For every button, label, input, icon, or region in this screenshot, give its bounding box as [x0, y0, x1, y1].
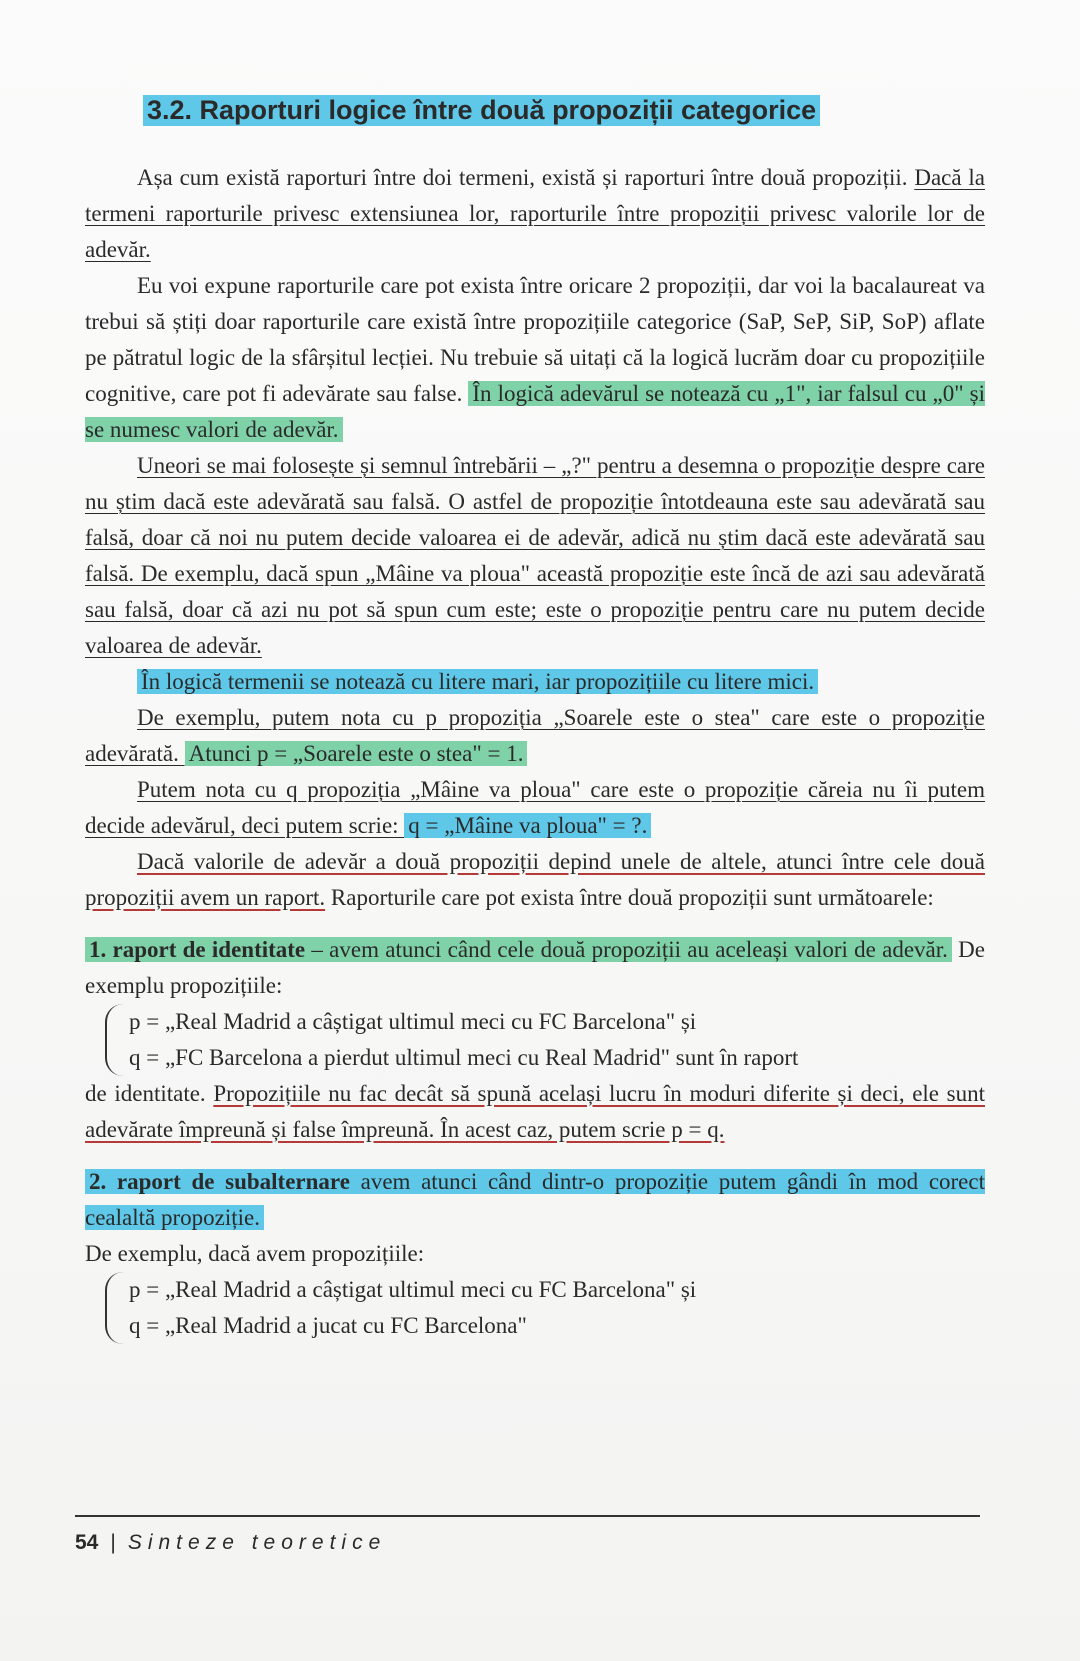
truth-values-highlight: În logică adevărul se notează cu „1", iar falsul cu „0" și se numesc valori de adevăr.	[85, 381, 985, 442]
identity-example-brace	[105, 1004, 985, 1076]
subalternation-example-p: p = „Real Madrid a câștigat ultimul meci cu FC Barcelona" și	[129, 1277, 697, 1302]
section-title: 3.2. Raporturi logice între două propoziții categorice	[143, 95, 820, 126]
subalternation-heading: 2. raport de subalternare	[89, 1169, 350, 1194]
paragraph-question-mark: Uneori se mai folosește și semnul întrebării – „?" pentru a desemna o propoziție despre care nu știm dacă este adevărată sau falsă. O astfel de propoziție întotdeauna este sau adevărată sau falsă, doar că noi nu putem decide valoarea ei de adevăr, adică nu știm dacă este adevărată sau falsă. De exemplu, dacă spun „Mâine va ploua" această propoziție este încă de azi sau adevărată sau falsă, doar că azi nu pot să spun cum este; este o propoziție pentru care nu putem decide valoarea de adevăr.	[85, 453, 985, 658]
page-number: 54	[75, 1531, 99, 1554]
paragraph-notation	[85, 664, 985, 700]
relation-text: Raporturile care pot exista între două propoziții sunt următoarele:	[325, 885, 934, 910]
subalternation-example-brace	[105, 1272, 985, 1344]
identity-cont: de identitate.	[85, 1081, 214, 1106]
identity-paragraph	[85, 932, 985, 1004]
identity-intro: De exemplu propozițiile:	[85, 937, 985, 998]
intro-text: Așa cum există raporturi între doi termeni, există și raporturi între două propoziții.	[137, 165, 915, 190]
identity-example-q: q = „FC Barcelona a pierdut ultimul meci cu Real Madrid" sunt în raport	[129, 1045, 799, 1070]
paragraph-relation	[85, 844, 985, 916]
page-content	[85, 95, 985, 1344]
identity-cont-underlined: Propozițiile nu fac decât să spună același lucru în moduri diferite și deci, ele sunt adevărate împreună și false împreună. În acest caz, putem scrie p = q.	[85, 1081, 985, 1142]
notation-highlight: În logică termenii se notează cu litere mari, iar propozițiile cu litere mici.	[137, 669, 818, 694]
example-q-text: Putem nota cu q propoziția „Mâine va ploua" care este o propoziție căreia nu îi putem decide adevărul, deci putem scrie:	[85, 777, 985, 838]
relation-underlined: Dacă valorile de adevăr a două propoziții depind unele de altele, atunci între cele două propoziții avem un raport.	[85, 849, 985, 910]
intro-underlined: Dacă la termeni raporturile privesc extensiunea lor, raporturile între propoziții privesc valorile lor de adevăr.	[85, 165, 985, 262]
identity-heading: 1. raport de identitate	[89, 937, 306, 962]
footer-separator: |	[110, 1531, 116, 1554]
identity-conclusion	[85, 1076, 985, 1148]
example-p-highlight: Atunci p = „Soarele este o stea" = 1.	[185, 741, 528, 766]
paragraph-example-p	[85, 700, 985, 772]
page-footer	[75, 1515, 980, 1555]
paragraph-intro	[85, 160, 985, 268]
paragraph-example-q	[85, 772, 985, 844]
subalternation-paragraph	[85, 1164, 985, 1236]
example-q-highlight: q = „Mâine va ploua" = ?.	[404, 813, 651, 838]
identity-example-p: p = „Real Madrid a câștigat ultimul meci cu FC Barcelona" și	[129, 1009, 697, 1034]
identity-definition: – avem atunci când cele două propoziții au aceleași valori de adevăr.	[305, 937, 948, 962]
subalternation-intro: De exemplu, dacă avem propozițiile:	[85, 1241, 425, 1266]
example-p-text: De exemplu, putem nota cu p propoziția „Soarele este o stea" care este o propoziție adevărată.	[85, 705, 985, 766]
book-title: Sinteze teoretice	[127, 1531, 387, 1554]
paragraph-truth-values	[85, 268, 985, 448]
subalternation-example-q: q = „Real Madrid a jucat cu FC Barcelona"	[129, 1313, 527, 1338]
subalternation-definition: avem atunci când dintr-o propoziție putem gândi în mod corect cealaltă propoziție.	[85, 1169, 985, 1230]
truth-values-text: Eu voi expune raporturile care pot exista între oricare 2 propoziții, dar voi la bacalaureat va trebui să știți doar raporturile care există între propozițiile categorice (SaP, SeP, SiP, SoP) aflate pe pătratul logic de la sfârșitul lecției. Nu trebuie să uitați că la logică lucrăm doar cu propozițiile cognitive, care pot fi adevărate sau false.	[85, 273, 985, 406]
